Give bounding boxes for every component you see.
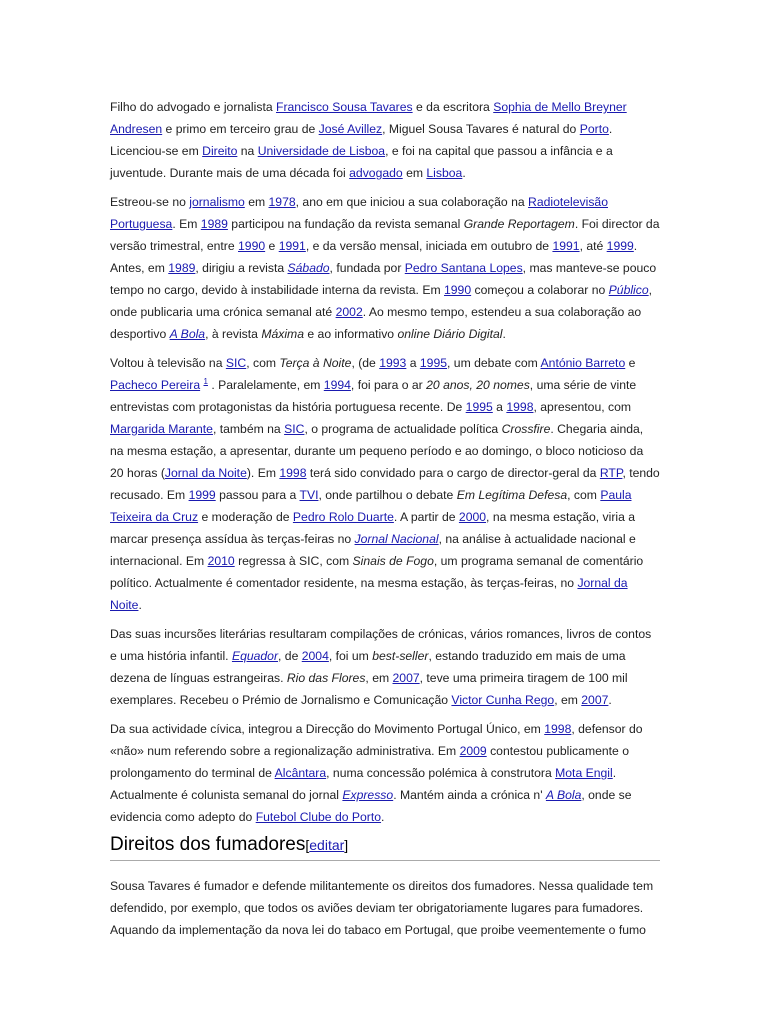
link-paula-teixeira-da-cruz[interactable]: Paula Teixeira da Cruz bbox=[110, 488, 632, 524]
link-year-1989[interactable]: 1989 bbox=[168, 261, 196, 275]
text: . bbox=[462, 166, 466, 180]
text: em bbox=[244, 195, 269, 209]
text: na bbox=[237, 144, 258, 158]
paragraph-journalism bbox=[110, 191, 660, 345]
text: , foi um bbox=[328, 649, 373, 663]
text: Voltou à televisão na bbox=[110, 356, 226, 370]
link-rtp[interactable]: RTP bbox=[599, 466, 623, 480]
text: , mas manteve-se pouco tempo no cargo, devido à instabilidade interna da revista. Em bbox=[110, 261, 657, 297]
text: e primo em terceiro grau de bbox=[162, 122, 319, 136]
link-margarida-marante[interactable]: Margarida Marante bbox=[110, 422, 213, 436]
text: ). Em bbox=[246, 466, 280, 480]
text: , na análise à actualidade nacional e internacional. Em bbox=[110, 532, 636, 568]
link-publico[interactable]: Público bbox=[608, 283, 649, 297]
text: . Mantém ainda a crónica n' bbox=[393, 788, 546, 802]
link-year-1999[interactable]: 1999 bbox=[606, 239, 634, 253]
link-year-1989[interactable]: 1989 bbox=[200, 217, 228, 231]
text: , onde publicaria uma crónica semanal até bbox=[110, 283, 653, 319]
link-sabado[interactable]: Sábado bbox=[287, 261, 330, 275]
title-20-anos-20-nomes: 20 anos, 20 nomes bbox=[426, 378, 530, 392]
text: contestou publicamente o prolongamento do terminal de bbox=[110, 744, 629, 780]
link-sic[interactable]: SIC bbox=[284, 422, 305, 436]
link-year-2007[interactable]: 2007 bbox=[392, 671, 420, 685]
link-pedro-rolo-duarte[interactable]: Pedro Rolo Duarte bbox=[292, 510, 394, 524]
text: , numa concessão polémica à construtora bbox=[326, 766, 556, 780]
link-year-2002[interactable]: 2002 bbox=[335, 305, 363, 319]
text: , e foi na capital que passou a infância e a juventude. Durante mais de uma década foi bbox=[110, 144, 613, 180]
text: Sousa Tavares é fumador e defende militantemente os direitos dos fumadores. Nessa qualidade tem defendido, por exemplo, que todos os aviões deviam ter obrigatoriamente lugares para fumadores. Aquando da implementação da nova lei do tabaco em Portugal, que proibe veementemente o fumo bbox=[110, 879, 654, 937]
text: e bbox=[265, 239, 279, 253]
link-year-2007[interactable]: 2007 bbox=[581, 693, 609, 707]
link-year-1995[interactable]: 1995 bbox=[419, 356, 448, 370]
link-futebol-clube-do-porto[interactable]: Futebol Clube do Porto bbox=[255, 810, 382, 824]
text: , na mesma estação, viria a marcar presença assídua às terças-feiras no bbox=[110, 510, 636, 546]
text: . Licenciou-se em bbox=[110, 122, 613, 158]
link-tvi[interactable]: TVI bbox=[299, 488, 319, 502]
text: , defensor do «não» num referendo sobre a regionalização administrativa. Em bbox=[110, 722, 643, 758]
paragraph-literature bbox=[110, 623, 660, 711]
link-jornal-da-noite[interactable]: Jornal da Noite bbox=[164, 466, 247, 480]
text: . Em bbox=[172, 217, 201, 231]
article-body bbox=[110, 96, 660, 941]
text: , com bbox=[246, 356, 280, 370]
text: e moderação de bbox=[198, 510, 293, 524]
text: , uma série de vinte entrevistas com protagonistas da história portuguesa recente. De bbox=[110, 378, 637, 414]
text: . bbox=[381, 810, 385, 824]
link-jose-avillez[interactable]: José Avillez bbox=[318, 122, 383, 136]
link-antonio-barreto[interactable]: António Barreto bbox=[540, 356, 626, 370]
section-heading bbox=[110, 832, 660, 861]
paragraph-smokers-rights bbox=[110, 875, 660, 941]
text: , até bbox=[579, 239, 607, 253]
link-year-1995[interactable]: 1995 bbox=[465, 400, 493, 414]
title-crossfire: Crossfire bbox=[501, 422, 551, 436]
title-diario-digital: online Diário Digital bbox=[397, 327, 503, 341]
link-year-1998[interactable]: 1998 bbox=[506, 400, 534, 414]
text: , de bbox=[278, 649, 302, 663]
link-jornal-nacional[interactable]: Jornal Nacional bbox=[354, 532, 439, 546]
link-year-1990[interactable]: 1990 bbox=[238, 239, 266, 253]
text: Filho do advogado e jornalista bbox=[110, 100, 276, 114]
link-year-1991[interactable]: 1991 bbox=[552, 239, 580, 253]
link-year-2000[interactable]: 2000 bbox=[458, 510, 487, 524]
link-year-1978[interactable]: 1978 bbox=[268, 195, 296, 209]
link-pacheco-pereira[interactable]: Pacheco Pereira bbox=[110, 378, 201, 392]
link-year-1998[interactable]: 1998 bbox=[279, 466, 307, 480]
text: . Actualmente é colunista semanal do jornal bbox=[110, 766, 617, 802]
bracket: ] bbox=[344, 837, 349, 853]
link-porto[interactable]: Porto bbox=[579, 122, 609, 136]
text: começou a colaborar no bbox=[471, 283, 609, 297]
text: Da sua actividade cívica, integrou a Direcção do Movimento Portugal Único, em bbox=[110, 722, 545, 736]
link-year-1994[interactable]: 1994 bbox=[323, 378, 351, 392]
text: . Foi director da versão trimestral, entre bbox=[110, 217, 660, 253]
link-equador[interactable]: Equador bbox=[231, 649, 279, 663]
text: . bbox=[502, 327, 506, 341]
text: . bbox=[138, 598, 142, 612]
text: , o programa de actualidade política bbox=[304, 422, 502, 436]
text: e da escritora bbox=[412, 100, 494, 114]
text: . Chegaria ainda, na mesma estação, a apresentar, durante um pequeno período e ao domingo, o bloco noticioso da 20 horas ( bbox=[110, 422, 644, 480]
text: , apresentou, com bbox=[533, 400, 632, 414]
text: , dirigiu a revista bbox=[195, 261, 288, 275]
paragraph-origins bbox=[110, 96, 660, 184]
text: a bbox=[492, 400, 507, 414]
link-year-1990[interactable]: 1990 bbox=[444, 283, 472, 297]
text: , tendo recusado. Em bbox=[110, 466, 660, 502]
text: , Miguel Sousa Tavares é natural do bbox=[382, 122, 580, 136]
link-year-1993[interactable]: 1993 bbox=[379, 356, 407, 370]
text: , com bbox=[567, 488, 601, 502]
link-expresso[interactable]: Expresso bbox=[342, 788, 394, 802]
text: , em bbox=[554, 693, 582, 707]
link-jornalismo[interactable]: jornalismo bbox=[189, 195, 245, 209]
text: , ano em que iniciou a sua colaboração na bbox=[295, 195, 529, 209]
text: , estando traduzido em mais de uma dezena de línguas estrangeiras. bbox=[110, 649, 626, 685]
text: . bbox=[608, 693, 612, 707]
text: , e da versão mensal, iniciada em outubro de bbox=[305, 239, 553, 253]
text: , um debate com bbox=[447, 356, 541, 370]
text: Das suas incursões literárias resultaram compilações de crónicas, vários romances, livros de contos e uma história infantil. bbox=[110, 627, 652, 663]
text: . Ao mesmo tempo, estendeu a sua colaboração ao desportivo bbox=[110, 305, 642, 341]
link-sic[interactable]: SIC bbox=[225, 356, 247, 370]
link-alcantara[interactable]: Alcântara bbox=[274, 766, 327, 780]
link-year-2004[interactable]: 2004 bbox=[301, 649, 329, 663]
edit-link[interactable]: editar bbox=[309, 837, 345, 853]
title-terca-a-noite: Terça à Noite bbox=[279, 356, 352, 370]
text: terá sido convidado para o cargo de director-geral da bbox=[306, 466, 600, 480]
title-sinais-de-fogo: Sinais de Fogo bbox=[352, 554, 434, 568]
link-year-2009[interactable]: 2009 bbox=[459, 744, 487, 758]
edit-section bbox=[305, 837, 348, 853]
link-direito[interactable]: Direito bbox=[202, 144, 238, 158]
text: , onde se evidencia como adepto do bbox=[110, 788, 632, 824]
link-year-1998[interactable]: 1998 bbox=[544, 722, 572, 736]
text: . Antes, em bbox=[110, 239, 638, 275]
link-sophia-de-mello-breyner[interactable]: Sophia de Mello Breyner Andresen bbox=[110, 100, 627, 136]
link-jornal-da-noite[interactable]: Jornal da Noite bbox=[110, 576, 628, 612]
text: e bbox=[625, 356, 636, 370]
term-best-seller: best-seller bbox=[372, 649, 429, 663]
text: , teve uma primeira tiragem de 100 mil exemplares. Recebeu o Prémio de Jornalismo e Comunicação bbox=[110, 671, 628, 707]
link-lisboa[interactable]: Lisboa bbox=[426, 166, 463, 180]
text: , fundada por bbox=[329, 261, 405, 275]
text: e ao informativo bbox=[303, 327, 398, 341]
text: . A partir de bbox=[393, 510, 459, 524]
section-title: Direitos dos fumadores bbox=[110, 834, 306, 855]
link-year-1991[interactable]: 1991 bbox=[278, 239, 306, 253]
bracket: [ bbox=[305, 837, 310, 853]
text: passou para a bbox=[215, 488, 300, 502]
link-a-bola[interactable]: A Bola bbox=[545, 788, 582, 802]
text: , foi para o ar bbox=[350, 378, 427, 392]
link-a-bola[interactable]: A Bola bbox=[169, 327, 206, 341]
text: Estreou-se no bbox=[110, 195, 190, 209]
text: a bbox=[406, 356, 420, 370]
paragraph-television bbox=[110, 352, 660, 616]
text: regressa à SIC, com bbox=[234, 554, 353, 568]
text: , onde partilhou o debate bbox=[318, 488, 457, 502]
text: em bbox=[402, 166, 427, 180]
footnote-ref[interactable]: 1 bbox=[203, 376, 208, 386]
link-year-2010[interactable]: 2010 bbox=[207, 554, 235, 568]
text: , também na bbox=[212, 422, 285, 436]
link-victor-cunha-rego[interactable]: Victor Cunha Rego bbox=[451, 693, 555, 707]
text: , (de bbox=[351, 356, 380, 370]
link-advogado[interactable]: advogado bbox=[349, 166, 403, 180]
link-radiotelevisao-portuguesa[interactable]: Radiotelevisão Portuguesa bbox=[110, 195, 608, 231]
link-pedro-santana-lopes[interactable]: Pedro Santana Lopes bbox=[404, 261, 523, 275]
link-mota-engil[interactable]: Mota Engil bbox=[555, 766, 613, 780]
text: participou na fundação da revista semanal bbox=[227, 217, 464, 231]
text: , à revista bbox=[205, 327, 262, 341]
text: , um programa semanal de comentário político. Actualmente é comentador residente, na mesma estação, às terças-feiras, no bbox=[110, 554, 644, 590]
title-rio-das-flores: Rio das Flores bbox=[286, 671, 366, 685]
text: , em bbox=[365, 671, 393, 685]
title-grande-reportagem: Grande Reportagem bbox=[463, 217, 575, 231]
title-em-legitima-defesa: Em Legítima Defesa bbox=[456, 488, 568, 502]
title-maxima: Máxima bbox=[261, 327, 304, 341]
link-year-1999[interactable]: 1999 bbox=[188, 488, 216, 502]
link-francisco-sousa-tavares[interactable]: Francisco Sousa Tavares bbox=[276, 100, 413, 114]
paragraph-civic-activity bbox=[110, 718, 660, 828]
text: . Paralelamente, em bbox=[207, 378, 324, 392]
link-universidade-de-lisboa[interactable]: Universidade de Lisboa bbox=[257, 144, 386, 158]
